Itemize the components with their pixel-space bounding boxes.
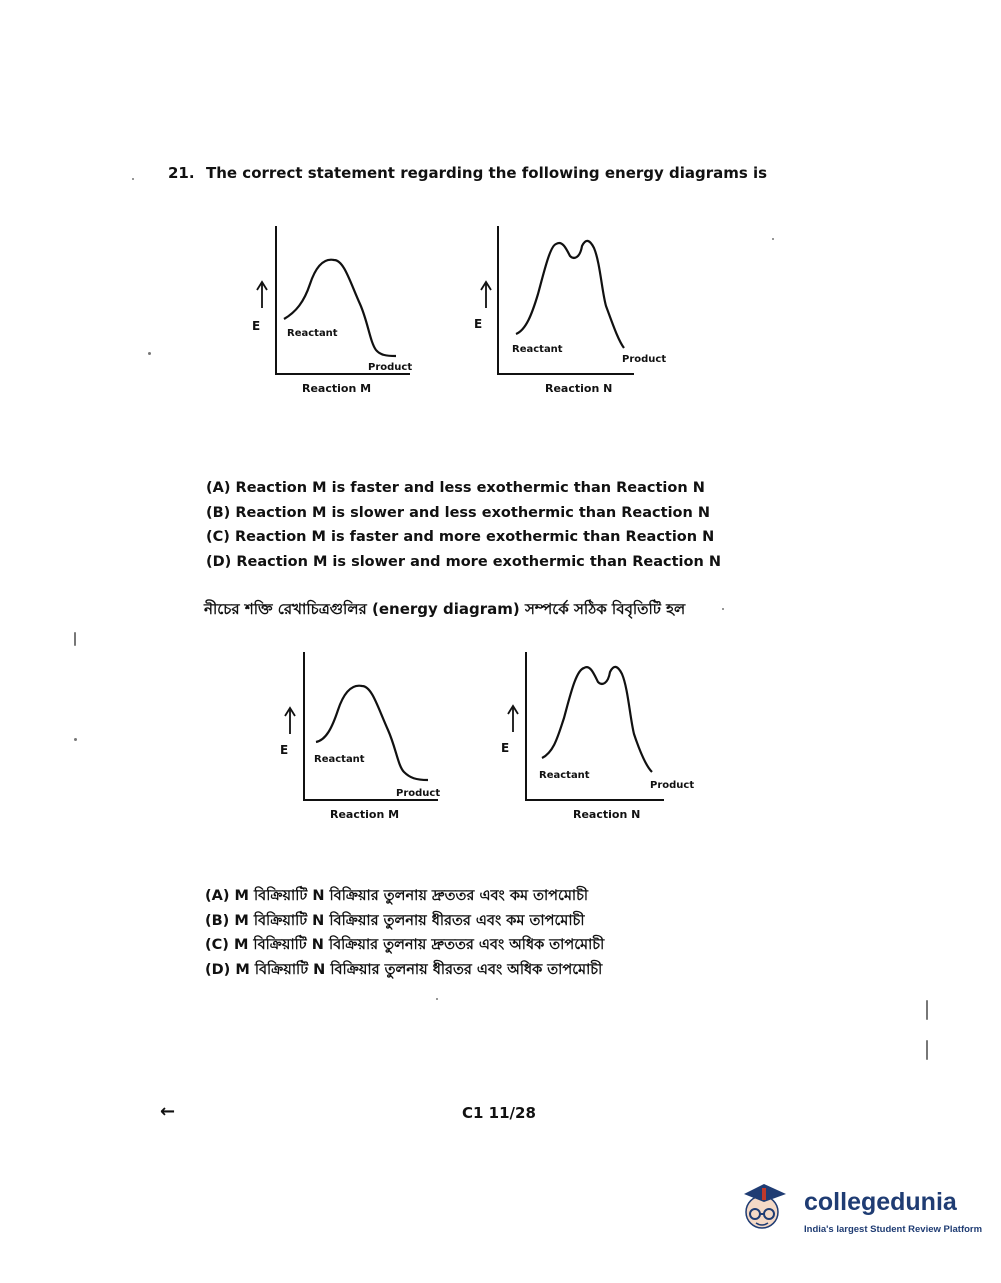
arrow-up-icon [508, 706, 518, 732]
left-arrow-icon: ← [160, 1101, 176, 1122]
reaction-label: Reaction M [330, 808, 400, 821]
question-text-bengali: নীচের শক্তি রেখাচিত্রগুলির (energy diagram) সম্পর্কে সঠিক বিবৃতিটি হল [204, 600, 686, 618]
energy-diagram-m-bengali [268, 648, 468, 828]
product-label: Product [368, 362, 413, 373]
option-a: (A) M বিক্রিয়াটি N বিক্রিয়ার তুলনায় দ্রুততর এবং কম তাপমোচী [205, 888, 589, 904]
options-bengali [205, 884, 604, 982]
axis-label-e: E [474, 317, 483, 331]
scan-speck [436, 998, 438, 1000]
option-b: (B) Reaction M is slower and less exothermic than Reaction N [206, 504, 711, 521]
axis-label-e: E [252, 319, 261, 333]
arrow-up-icon [285, 708, 295, 734]
option-c: (C) Reaction M is faster and more exothermic than Reaction N [206, 529, 715, 545]
axis-label-e: E [501, 741, 510, 755]
scan-speck [74, 632, 76, 646]
arrow-up-icon [481, 282, 491, 308]
reaction-label: Reaction N [573, 808, 641, 821]
options-english [206, 476, 721, 574]
reactant-label: Reactant [314, 754, 365, 765]
energy-diagram-n-english [470, 222, 690, 402]
question-stem: The correct statement regarding the following energy diagrams is [206, 164, 768, 182]
scan-speck [722, 608, 724, 610]
brand-tagline: India's largest Student Review Platform [804, 1224, 983, 1235]
option-a: (A) Reaction M is faster and less exothermic than Reaction N [206, 480, 705, 496]
option-c: (C) M বিক্রিয়াটি N বিক্রিয়ার তুলনায় দ্রুততর এবং অধিক তাপমোচী [205, 937, 605, 953]
scan-speck [132, 178, 134, 180]
reaction-label: Reaction M [302, 382, 372, 395]
brand-name: collegedunia [804, 1188, 957, 1216]
reactant-label: Reactant [539, 770, 590, 781]
option-d: (D) M বিক্রিয়াটি N বিক্রিয়ার তুলনায় ধীরতর এবং অধিক তাপমোচী [205, 961, 603, 978]
scan-speck [74, 738, 77, 741]
product-label: Product [622, 354, 667, 365]
question-number: 21. [168, 164, 195, 182]
question-text [168, 164, 767, 182]
axis-label-e: E [280, 743, 289, 757]
reactant-label: Reactant [512, 344, 563, 355]
reaction-label: Reaction N [545, 382, 613, 395]
option-b: (B) M বিক্রিয়াটি N বিক্রিয়ার তুলনায় ধীরতর এবং কম তাপমোচী [205, 912, 585, 929]
arrow-up-icon [257, 282, 267, 308]
energy-diagram-m-english [240, 222, 440, 402]
scan-speck [148, 352, 151, 355]
scan-speck [772, 238, 774, 240]
option-d: (D) Reaction M is slower and more exothermic than Reaction N [206, 553, 721, 570]
graduate-mascot-icon [744, 1184, 786, 1228]
product-label: Product [396, 788, 441, 799]
page-code: C1 11/28 [462, 1104, 536, 1122]
scan-speck [926, 1040, 928, 1060]
product-label: Product [650, 780, 695, 791]
reactant-label: Reactant [287, 328, 338, 339]
scan-speck [926, 1000, 928, 1020]
energy-diagram-n-bengali [496, 648, 716, 828]
